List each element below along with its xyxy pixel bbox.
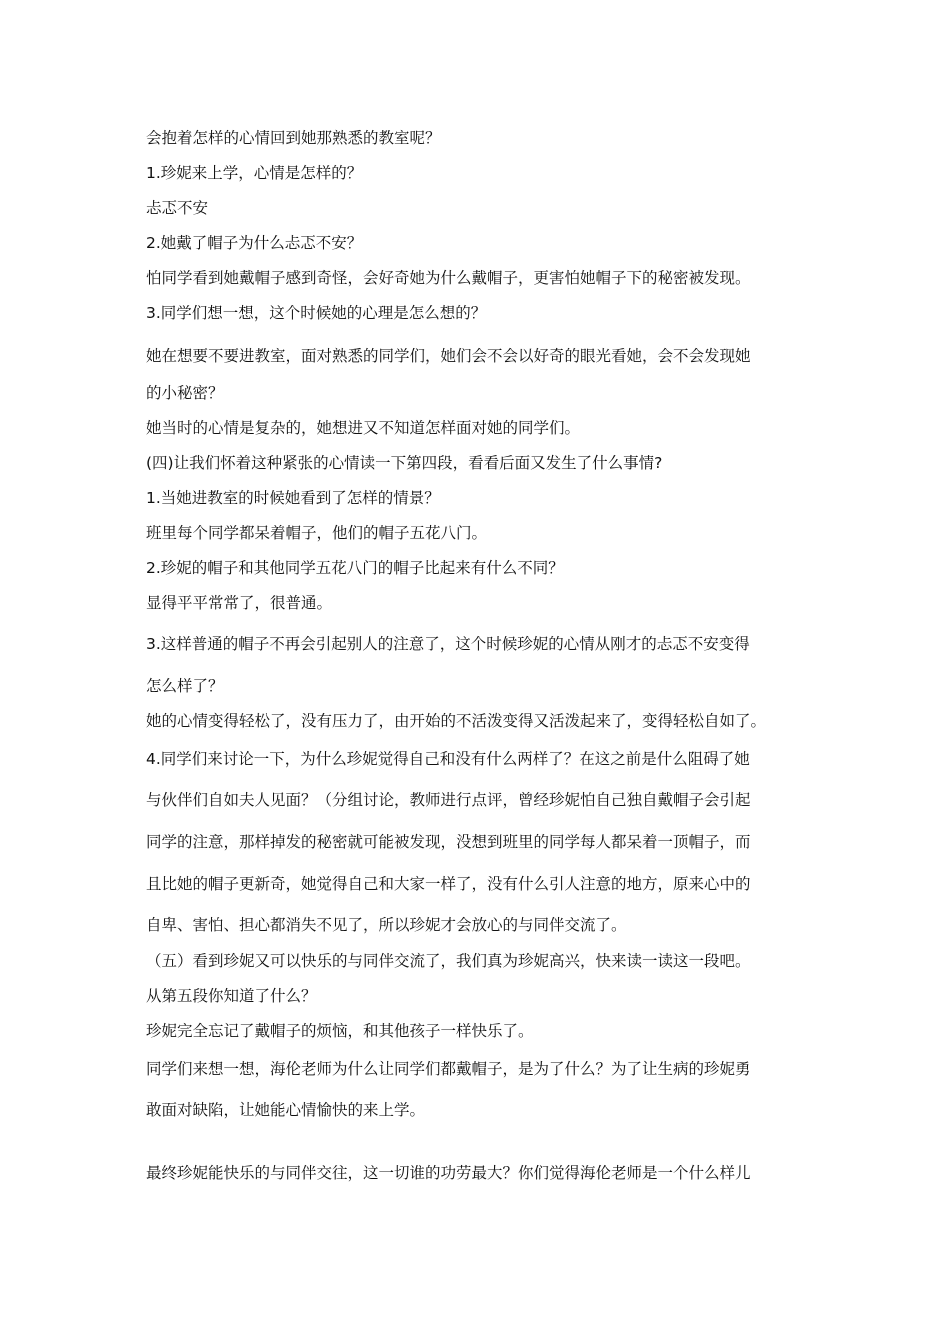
text-line: 她当时的心情是复杂的，她想进又不知道怎样面对她的同学们。	[146, 419, 581, 437]
text-line: 3.这样普通的帽子不再会引起别人的注意了，这个时候珍妮的心情从刚才的忐忑不安变得	[146, 635, 750, 653]
text-line: 会抱着怎样的心情回到她那熟悉的教室呢？	[146, 129, 441, 147]
section-heading: (四)让我们怀着这种紧张的心情读一下第四段，看看后面又发生了什么事情?	[146, 454, 663, 472]
text-line: 与伙伴们自如夫人见面？（分组讨论，教师进行点评，曾经珍妮怕自己独自戴帽子会引起	[146, 791, 751, 809]
text-line: 2.她戴了帽子为什么忐忑不安？	[146, 234, 363, 252]
text-line: 4.同学们来讨论一下，为什么珍妮觉得自己和没有什么两样了？在这之前是什么阻碍了她	[146, 750, 750, 768]
text-line: 珍妮完全忘记了戴帽子的烦恼，和其他孩子一样快乐了。	[146, 1022, 534, 1040]
text-line: 同学们来想一想，海伦老师为什么让同学们都戴帽子，是为了什么？为了让生病的珍妮勇	[146, 1060, 751, 1078]
text-line: 且比她的帽子更新奇，她觉得自己和大家一样了，没有什么引人注意的地方，原来心中的	[146, 875, 751, 893]
text-line: 怎么样了？	[146, 677, 224, 695]
text-line: 同学的注意，那样掉发的秘密就可能被发现，没想到班里的同学每人都呆着一顶帽子，而	[146, 833, 751, 851]
text-line: 1.当她进教室的时候她看到了怎样的情景？	[146, 489, 440, 507]
text-line: 显得平平常常了，很普通。	[146, 594, 333, 612]
text-line: 她的心情变得轻松了，没有压力了，由开始的不活泼变得又活泼起来了，变得轻松自如了。	[146, 712, 767, 730]
text-line: 从第五段你知道了什么？	[146, 987, 317, 1005]
text-line: 自卑、害怕、担心都消失不见了，所以珍妮才会放心的与同伴交流了。	[146, 916, 627, 934]
text-line: 她在想要不要进教室，面对熟悉的同学们，她们会不会以好奇的眼光看她，会不会发现她	[146, 347, 751, 365]
text-line: 2.珍妮的帽子和其他同学五花八门的帽子比起来有什么不同？	[146, 559, 564, 577]
text-line: 忐忑不安	[146, 199, 209, 217]
text-line: 怕同学看到她戴帽子感到奇怪，会好奇她为什么戴帽子，更害怕她帽子下的秘密被发现。	[146, 269, 751, 287]
text-line: 3.同学们想一想，这个时候她的心理是怎么想的？	[146, 304, 487, 322]
text-line: 敢面对缺陷，让她能心情愉快的来上学。	[146, 1101, 426, 1119]
section-heading: （五）看到珍妮又可以快乐的与同伴交流了，我们真为珍妮高兴，快来读一读这一段吧。	[146, 952, 751, 970]
text-line: 的小秘密？	[146, 384, 224, 402]
text-line: 最终珍妮能快乐的与同伴交往，这一切谁的功劳最大？你们觉得海伦老师是一个什么样儿	[146, 1164, 751, 1182]
text-line: 1.珍妮来上学，心情是怎样的？	[146, 164, 363, 182]
text-line: 班里每个同学都呆着帽子，他们的帽子五花八门。	[146, 524, 488, 542]
